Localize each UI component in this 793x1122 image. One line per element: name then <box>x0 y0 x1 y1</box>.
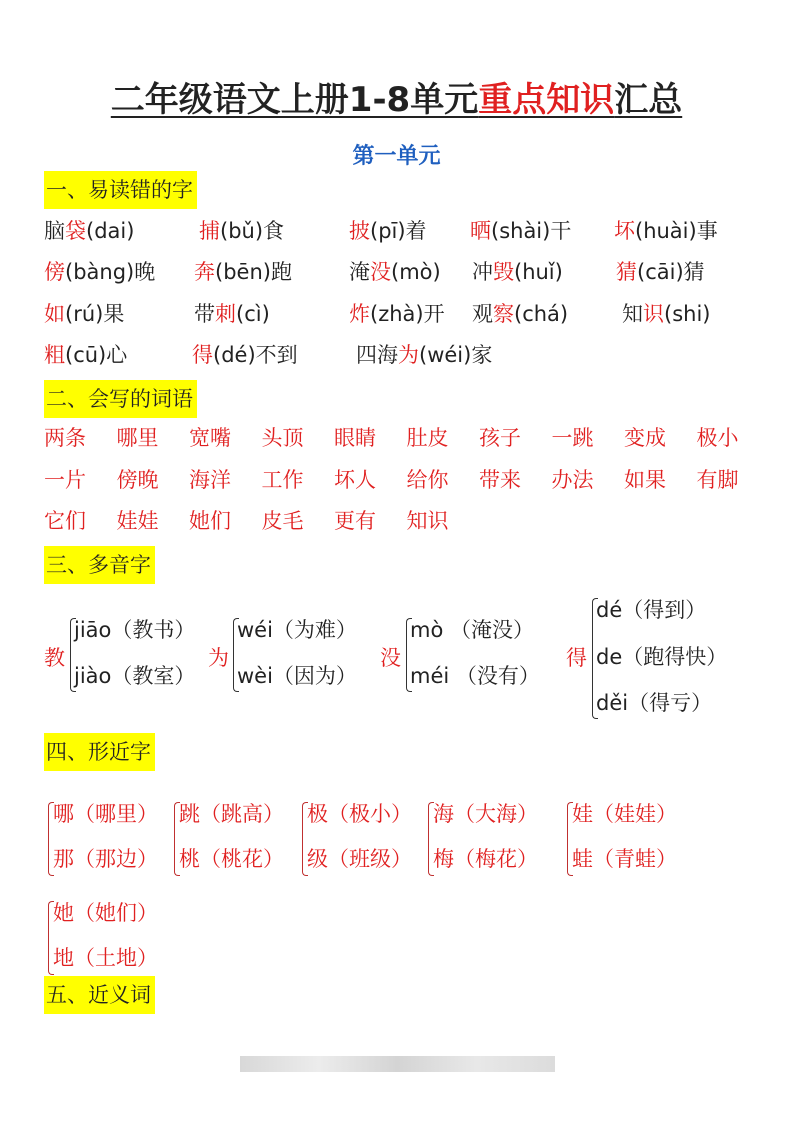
easy-read-item <box>349 217 427 245</box>
item-pinyin: (wéi)家 <box>419 343 493 367</box>
item-pinyin: (rú)果 <box>65 302 125 326</box>
word-item: 坏人 <box>334 468 376 492</box>
polyphone-reading: jiāo（教书） <box>74 618 196 642</box>
similar-char-item: 她（她们） <box>53 901 158 925</box>
item-key-char: 为 <box>398 343 419 367</box>
section-heading-words: 二、会写的词语 <box>44 380 197 418</box>
similar-char-item: 哪（哪里） <box>53 802 158 826</box>
item-pinyin: (bǔ)食 <box>220 219 285 243</box>
easy-read-item <box>616 258 705 286</box>
polyphone-reading: wéi（为难） <box>237 618 357 642</box>
word-item: 更有 <box>334 509 376 533</box>
easy-read-item <box>472 258 563 286</box>
item-pinyin: (huǐ) <box>514 260 563 284</box>
item-key-char: 如 <box>44 302 65 326</box>
section-heading-similar: 四、形近字 <box>44 733 155 771</box>
item-text: 带 <box>194 302 215 326</box>
easy-read-item <box>44 258 155 286</box>
polyphone-char: 为 <box>208 646 229 670</box>
word-item: 皮毛 <box>261 509 304 533</box>
similar-char-item: 蛙（青蛙） <box>572 847 677 871</box>
unit-heading: 第一单元 <box>352 144 441 169</box>
item-pinyin: (shài)干 <box>491 219 572 243</box>
word-item: 它们 <box>44 509 86 533</box>
item-key-char: 袋 <box>65 219 86 243</box>
section-heading-easy-read: 一、易读错的字 <box>44 171 197 209</box>
easy-read-item <box>349 300 445 328</box>
word-item: 知识 <box>406 509 449 533</box>
easy-read-item <box>472 300 568 328</box>
title-text-highlight: 重点知识 <box>478 80 615 120</box>
item-pinyin: (shi) <box>664 302 711 326</box>
word-item: 头顶 <box>261 426 304 450</box>
document-title <box>0 78 793 122</box>
item-key-char: 披 <box>349 219 370 243</box>
polyphone-char: 得 <box>566 646 587 670</box>
easy-read-item <box>349 258 441 286</box>
item-key-char: 察 <box>493 302 514 326</box>
word-item: 变成 <box>624 426 666 450</box>
word-item: 给你 <box>406 468 449 492</box>
item-text: 冲 <box>472 260 493 284</box>
similar-char-item: 极（极小） <box>307 802 412 826</box>
easy-read-item <box>44 341 127 369</box>
item-pinyin: (bēn)跑 <box>215 260 292 284</box>
word-item: 肚皮 <box>406 426 449 450</box>
easy-read-item <box>614 217 718 245</box>
similar-char-item: 桃（桃花） <box>179 847 284 871</box>
word-item: 极小 <box>696 426 739 450</box>
similar-char-item: 梅（梅花） <box>433 847 538 871</box>
item-pinyin: (cāi)猜 <box>637 260 705 284</box>
item-text: 知 <box>622 302 643 326</box>
item-key-char: 捕 <box>199 219 220 243</box>
similar-char-item: 级（班级） <box>307 847 412 871</box>
item-key-char: 毁 <box>493 260 514 284</box>
item-key-char: 识 <box>643 302 664 326</box>
easy-read-item <box>194 300 270 328</box>
similar-char-item: 那（那边） <box>53 847 158 871</box>
polyphone-char: 教 <box>44 646 65 670</box>
item-key-char: 没 <box>370 260 391 284</box>
item-text: 脑 <box>44 219 65 243</box>
item-pinyin: (chá) <box>514 302 569 326</box>
item-key-char: 傍 <box>44 260 65 284</box>
easy-read-item <box>470 217 571 245</box>
item-key-char: 坏 <box>614 219 635 243</box>
item-pinyin: (huài)事 <box>635 219 718 243</box>
item-text: 四海 <box>356 343 398 367</box>
easy-read-item <box>192 341 298 369</box>
easy-read-item <box>194 258 292 286</box>
word-item: 两条 <box>44 426 86 450</box>
item-pinyin: (dé)不到 <box>213 343 298 367</box>
item-pinyin: (bàng)晚 <box>65 260 156 284</box>
item-key-char: 刺 <box>215 302 236 326</box>
polyphone-reading: wèi（因为） <box>237 664 357 688</box>
word-item: 宽嘴 <box>189 426 231 450</box>
item-key-char: 粗 <box>44 343 65 367</box>
similar-char-item: 海（大海） <box>433 802 538 826</box>
polyphone-reading: děi（得亏） <box>596 691 713 715</box>
item-pinyin: (cū)心 <box>65 343 128 367</box>
polyphone-reading: jiào（教室） <box>74 664 196 688</box>
item-text: 淹 <box>349 260 370 284</box>
item-pinyin: (dai) <box>86 219 135 243</box>
word-item: 眼睛 <box>334 426 376 450</box>
easy-read-item <box>622 300 710 328</box>
item-key-char: 猜 <box>616 260 637 284</box>
item-key-char: 炸 <box>349 302 370 326</box>
item-key-char: 得 <box>192 343 213 367</box>
title-text-3: 汇总 <box>614 80 683 120</box>
word-item: 海洋 <box>189 468 231 492</box>
word-item: 孩子 <box>479 426 521 450</box>
similar-char-item: 娃（娃娃） <box>572 802 677 826</box>
word-item: 傍晚 <box>116 468 159 492</box>
polyphone-char: 没 <box>380 646 401 670</box>
word-item: 一片 <box>44 468 86 492</box>
similar-char-item: 跳（跳高） <box>179 802 284 826</box>
similar-char-item: 地（土地） <box>53 946 158 970</box>
polyphone-reading: méi （没有） <box>410 664 540 688</box>
item-text: 观 <box>472 302 493 326</box>
word-item: 有脚 <box>696 468 739 492</box>
title-text-1: 二年级语文上册1-8单元 <box>110 80 479 120</box>
word-item: 带来 <box>479 468 521 492</box>
easy-read-item <box>44 300 124 328</box>
section-heading-synonyms: 五、近义词 <box>44 976 155 1014</box>
item-key-char: 晒 <box>470 219 491 243</box>
easy-read-item <box>199 217 284 245</box>
word-item: 一跳 <box>551 426 594 450</box>
polyphone-reading: de（跑得快） <box>596 645 728 669</box>
polyphone-reading: mò （淹没） <box>410 618 534 642</box>
word-item: 工作 <box>261 468 304 492</box>
item-pinyin: (pī)着 <box>370 219 427 243</box>
word-item: 娃娃 <box>116 509 159 533</box>
word-item: 如果 <box>624 468 666 492</box>
item-pinyin: (zhà)开 <box>370 302 445 326</box>
word-item: 办法 <box>551 468 594 492</box>
polyphone-reading: dé（得到） <box>596 598 707 622</box>
footer-watermark-bar <box>240 1056 555 1072</box>
word-item: 哪里 <box>116 426 159 450</box>
page-cut <box>0 1018 793 1030</box>
item-pinyin: (cì) <box>236 302 270 326</box>
item-key-char: 奔 <box>194 260 215 284</box>
easy-read-item <box>44 217 134 245</box>
section-heading-polyphones: 三、多音字 <box>44 546 155 584</box>
word-item: 她们 <box>189 509 231 533</box>
item-pinyin: (mò) <box>391 260 441 284</box>
easy-read-item <box>356 341 492 369</box>
